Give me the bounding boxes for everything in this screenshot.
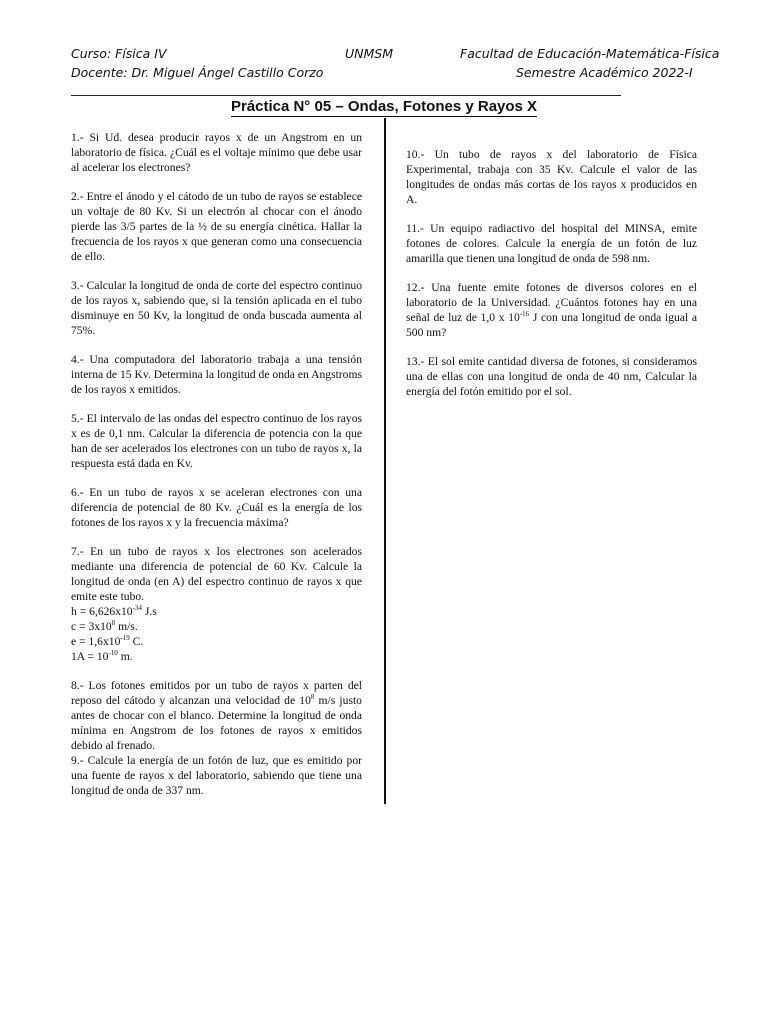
problem-12: 12.- Una fuente emite fotones de diversos colores en el laboratorio de la Universidad. ¿Cuántos fotones hay en una señal de luz de 1,0 x $10^{-16}$ J con una longitud de onda igual a 500 nm? bbox=[406, 281, 697, 339]
constant-e: $e = 1,6x10^{-19}$ C. bbox=[71, 634, 144, 648]
problem-6: 6.- En un tubo de rayos x se aceleran electrones con una diferencia de potencial de 80 Kv. ¿Cuál es la energía de los fotones de los rayos x y la frecuencia máxima? bbox=[71, 486, 362, 529]
problem-7: 7.- En un tubo de rayos x los electrones son acelerados mediante una diferencia de potencial de 60 Kv. Calcule la longitud de onda (en A) del espectro continuo de rayos x que emite este tubo. bbox=[71, 545, 362, 603]
constant-angstrom: $1A = 10^{-10}$ m. bbox=[71, 649, 133, 663]
column-divider bbox=[384, 118, 386, 804]
semester-label: Semestre Académico 2022-I bbox=[516, 65, 693, 80]
faculty-label: Facultad de Educación-Matemática-Física bbox=[460, 46, 720, 61]
right-column bbox=[406, 147, 697, 413]
problem-11: 11.- Un equipo radiactivo del hospital del MINSA, emite fotones de colores. Calcule la energía de un fotón de luz amarilla que tienen una longitud de onda de 598 nm. bbox=[406, 222, 697, 265]
constants-list bbox=[71, 604, 362, 664]
page-title bbox=[0, 98, 768, 115]
problem-4: 4.- Una computadora del laboratorio trabaja a una tensión interna de 15 Kv. Determina la longitud de onda en Angstroms de los rayos x emitidos. bbox=[71, 353, 362, 396]
problem-13: 13.- El sol emite cantidad diversa de fotones, si consideramos una de ellas con una longitud de onda de 40 nm, Calcular la energía del fotón emitido por el sol. bbox=[406, 355, 697, 398]
university-label: UNMSM bbox=[345, 46, 394, 61]
problem-5: 5.- El intervalo de las ondas del espectro continuo de los rayos x es de 0,1 nm. Calcular la diferencia de potencia con la que han de ser acelerados los electrones con un tubo de rayos x, la respuesta está dada en Kv. bbox=[71, 412, 362, 470]
problem-3: 3.- Calcular la longitud de onda de corte del espectro continuo de los rayos x, sabiendo que, si la tensión aplicada en el tubo disminuye en 50 Kv, la longitud de onda buscada aumenta al 75%. bbox=[71, 279, 362, 337]
problem-1: 1.- Si Ud. desea producir rayos x de un Angstrom en un laboratorio de física. ¿Cuál es el voltaje mínimo que debe usar al acelerar los electrones? bbox=[71, 131, 362, 174]
course-label: Curso: Física IV bbox=[71, 46, 167, 61]
problem-8: 8.- Los fotones emitidos por un tubo de rayos x parten del reposo del cátodo y alcanzan una velocidad de $10^8$ m/s justo antes de chocar con el blanco. Determine la longitud de onda mínima en Angstrom de los fotones de rayos x emitidos debido al frenado. bbox=[71, 679, 362, 752]
teacher-label: Docente: Dr. Miguel Ángel Castillo Corzo bbox=[71, 65, 324, 80]
header-rule bbox=[71, 95, 621, 96]
problem-10: 10.- Un tubo de rayos x del laboratorio de Física Experimental, trabaja con 35 Kv. Calcule el valor de las longitudes de ondas más cortas de los rayos x producidos en A. bbox=[406, 148, 697, 206]
constant-c: $c = 3x10^8$ m/s. bbox=[71, 619, 138, 633]
problem-9: 9.- Calcule la energía de un fotón de luz, que es emitido por una fuente de rayos x del laboratorio, sabiendo que tiene una longitud de onda de 337 nm. bbox=[71, 754, 362, 797]
left-column bbox=[71, 130, 362, 812]
page-title-text: Práctica N° 05 – Ondas, Fotones y Rayos X bbox=[230, 98, 538, 115]
constant-h: $h = 6,626x10^{-34}$ J.s bbox=[71, 604, 157, 618]
problem-2: 2.- Entre el ánodo y el cátodo de un tubo de rayos se establece un voltaje de 80 Kv. Si un electrón al chocar con el ánodo pierde las 3/5 partes de la ½ de su energía cinética. Hallar la frecuencia de los rayos x que generan como una consecuencia de ello. bbox=[71, 190, 362, 263]
